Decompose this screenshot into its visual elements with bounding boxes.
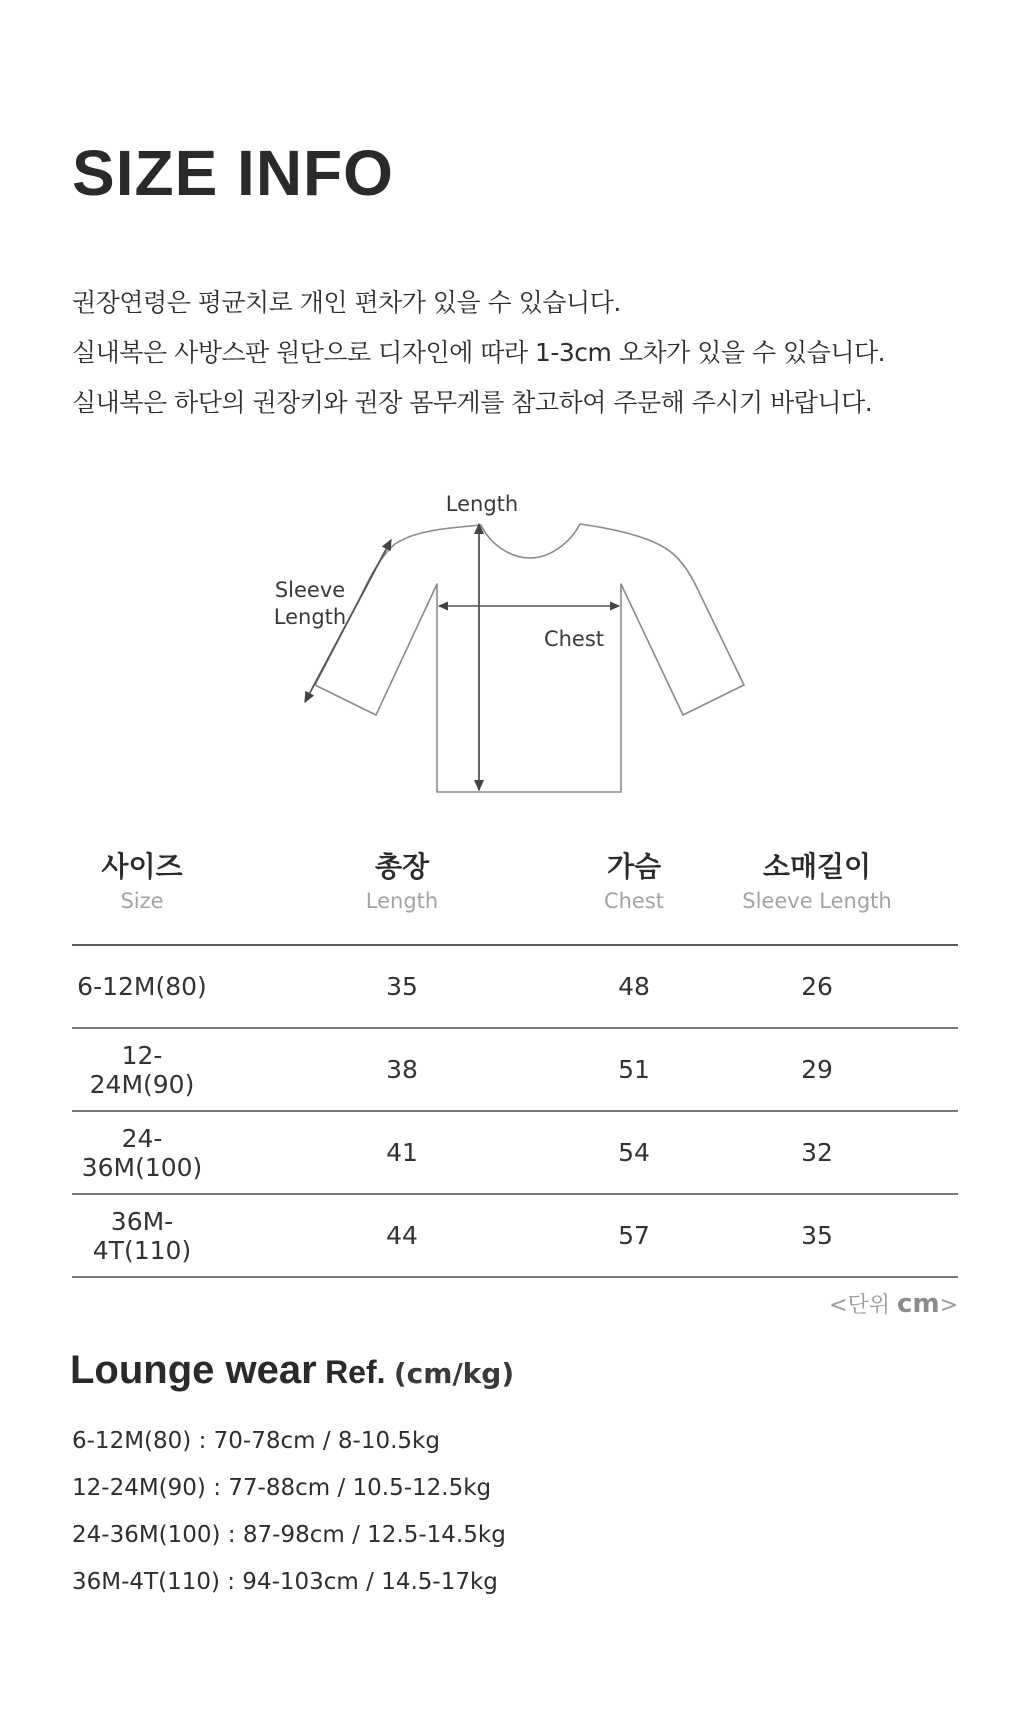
sleeve-length-cell: 26 [801, 972, 833, 1001]
unit-note-close: > [939, 1293, 958, 1318]
header-label-ko: 사이즈 [101, 850, 183, 883]
header-label-en: Chest [603, 889, 665, 913]
size-cell: 6-12M(80) [77, 972, 207, 1001]
table-row [72, 1029, 958, 1112]
column-header-sleeve-length [676, 850, 958, 944]
column-header-size [72, 850, 212, 944]
lounge-wear-ref-list [72, 1418, 506, 1606]
header-label-ko: 가슴 [606, 850, 662, 883]
chest-label: Chest [543, 627, 605, 651]
chest-cell: 48 [618, 972, 650, 1001]
table-header [72, 850, 958, 946]
size-table [72, 850, 958, 1278]
length-cell: 35 [386, 972, 418, 1001]
length-label: Length [445, 492, 519, 516]
header-label-ko: 총장 [374, 850, 430, 883]
ref-title-unit: (cm/kg) [393, 1357, 515, 1390]
header-label-en: Size [120, 889, 164, 913]
sleeve-length-cell: 32 [801, 1138, 833, 1167]
ref-item: 24-36M(100) : 87-98cm / 12.5-14.5kg [72, 1522, 506, 1548]
unit-note-value: cm [897, 1289, 940, 1319]
table-row [72, 1195, 958, 1278]
chest-cell: 54 [618, 1138, 650, 1167]
lounge-wear-ref-title [70, 1346, 514, 1399]
ref-item: 36M-4T(110) : 94-103cm / 14.5-17kg [72, 1569, 498, 1595]
unit-note-open: <단위 [829, 1293, 898, 1318]
chest-cell: 51 [618, 1055, 650, 1084]
size-cell: 24-36M(100) [81, 1123, 203, 1182]
column-header-chest [592, 850, 676, 944]
ref-title-sub: Ref. [325, 1354, 386, 1390]
notice-item: 실내복은 하단의 권장키와 권장 몸무게를 참고하여 주문해 주시기 바랍니다. [72, 388, 873, 417]
column-header-length [212, 850, 592, 944]
table-row [72, 946, 958, 1029]
ref-title-main: Lounge wear [70, 1348, 317, 1392]
header-label-en: Sleeve Length [742, 889, 892, 913]
length-cell: 44 [386, 1221, 418, 1250]
sleeve-length-cell: 35 [801, 1221, 833, 1250]
notice-item: 권장연령은 평균치로 개인 편차가 있을 수 있습니다. [72, 288, 621, 317]
ref-item: 12-24M(90) : 77-88cm / 10.5-12.5kg [72, 1475, 492, 1501]
header-label-ko: 소매길이 [762, 850, 872, 883]
notice-item: 실내복은 사방스판 원단으로 디자인에 따라 1-3cm 오차가 있을 수 있습니다. [72, 338, 886, 367]
sleeve-length-cell: 29 [801, 1055, 833, 1084]
garment-measurement-diagram [0, 480, 1024, 820]
table-row [72, 1112, 958, 1195]
size-cell: 36M-4T(110) [92, 1206, 192, 1265]
sleeve-length-label: Length [273, 605, 347, 629]
length-cell: 41 [386, 1138, 418, 1167]
length-cell: 38 [386, 1055, 418, 1084]
garment-outline [315, 524, 744, 792]
ref-item: 6-12M(80) : 70-78cm / 8-10.5kg [72, 1428, 440, 1454]
sleeve-length-label: Sleeve [274, 578, 346, 602]
unit-note [829, 1288, 958, 1319]
notice-list [72, 278, 885, 428]
chest-cell: 57 [618, 1221, 650, 1250]
page-title: SIZE INFO [72, 137, 394, 209]
size-cell: 12-24M(90) [89, 1040, 195, 1099]
header-label-en: Length [365, 889, 439, 913]
